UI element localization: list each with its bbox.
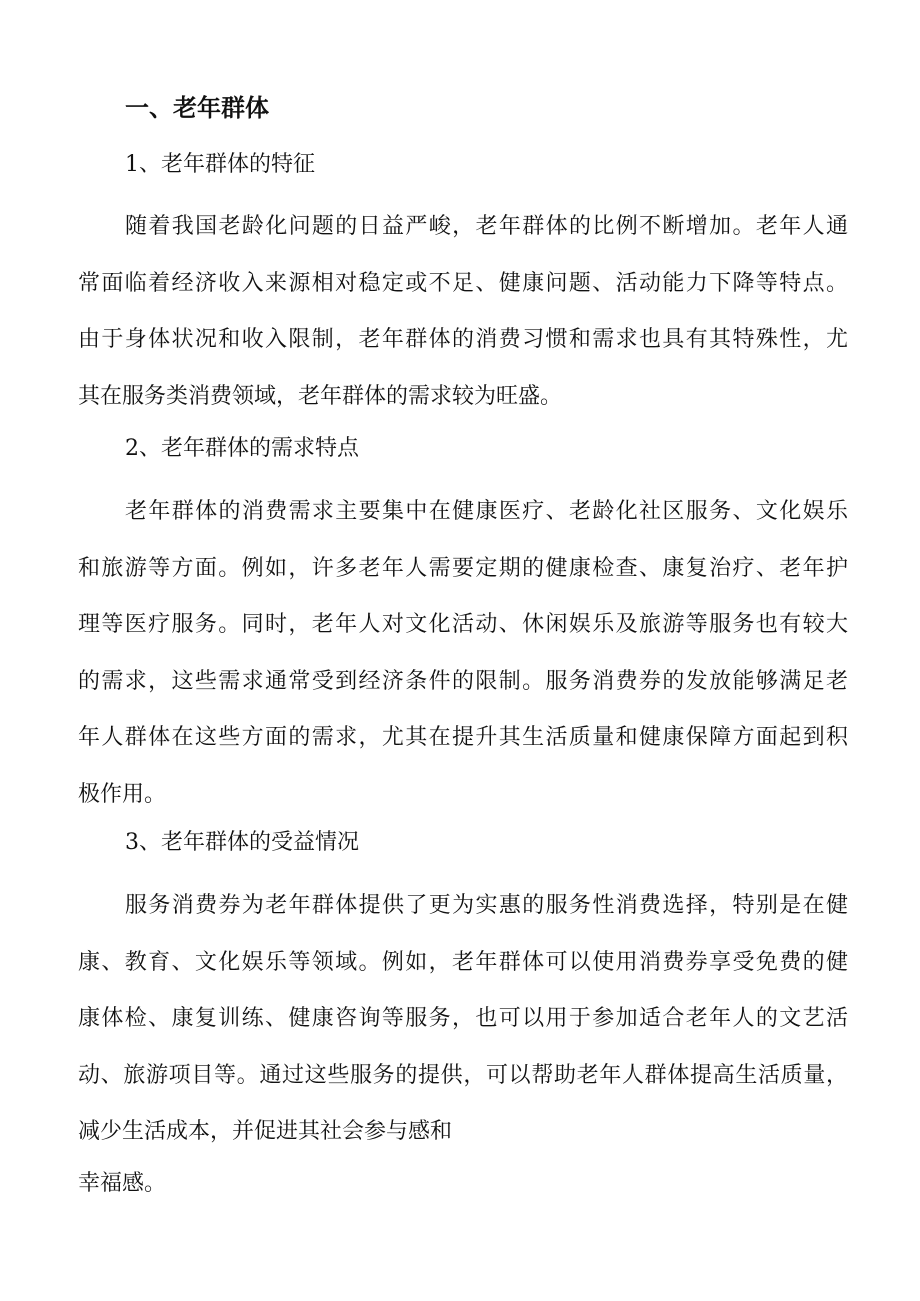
paragraph-line: 随着我国老龄化问题的日益严峻，老年群体的比例不断增加。老年人通	[125, 214, 848, 239]
paragraph-line: 和旅游等方面。例如，许多老年人需要定期的健康检查、康复治疗、老年护	[78, 555, 848, 581]
paragraph-line: 康体检、康复训练、健康咨询等服务，也可以用于参加适合老年人的文艺活	[78, 1006, 848, 1031]
paragraph-2	[78, 484, 848, 823]
subsection-title-3: 3、老年群体的受益情况	[125, 830, 359, 855]
paragraph-line: 极作用。	[78, 781, 167, 807]
paragraph-line: 减少生活成本，并促进其社会参与感和	[78, 1119, 453, 1144]
subsection-title-1: 1、老年群体的特征	[125, 152, 315, 177]
paragraph-line: 常面临着经济收入来源相对稳定或不足、健康问题、活动能力下降等特点。	[78, 270, 848, 296]
paragraph-3	[78, 878, 848, 1207]
paragraph-line: 服务消费券为老年群体提供了更为实惠的服务性消费选择，特别是在健	[125, 893, 848, 918]
paragraph-line: 幸福感。	[78, 1170, 167, 1196]
subsection-title-2: 2、老年群体的需求特点	[125, 436, 359, 461]
paragraph-line: 的需求，这些需求通常受到经济条件的限制。服务消费券的发放能够满足老	[78, 668, 848, 694]
section-heading: 一、老年群体	[125, 93, 269, 122]
paragraph-line: 年人群体在这些方面的需求，尤其在提升其生活质量和健康保障方面起到积	[78, 725, 848, 750]
paragraph-line: 由于身体状况和收入限制，老年群体的消费习惯和需求也具有其特殊性，尤	[78, 327, 848, 352]
paragraph-line: 老年群体的消费需求主要集中在健康医疗、老龄化社区服务、文化娱乐	[125, 499, 848, 524]
paragraph-line: 理等医疗服务。同时，老年人对文化活动、休闲娱乐及旅游等服务也有较大	[78, 612, 848, 637]
paragraph-line: 其在服务类消费领域，老年群体的需求较为旺盛。	[78, 383, 563, 409]
paragraph-line: 动、旅游项目等。通过这些服务的提供，可以帮助老年人群体提高生活质量，	[78, 1062, 848, 1088]
paragraph-line: 康、教育、文化娱乐等领域。例如，老年群体可以使用消费券享受免费的健	[78, 949, 848, 975]
paragraph-1	[78, 199, 848, 425]
